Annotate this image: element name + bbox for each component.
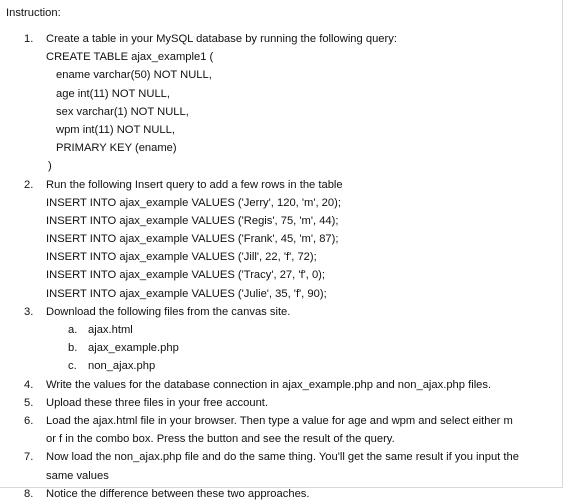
step-text: Upload these three files in your free account. — [46, 396, 269, 409]
insert-line — [0, 285, 560, 303]
step-6 — [0, 412, 560, 430]
file-letter: c. — [68, 360, 77, 373]
step-2 — [0, 176, 560, 194]
file-item — [0, 321, 560, 339]
insert-query: INSERT INTO ajax_example VALUES ('Julie', 35, 'f', 90); — [46, 287, 327, 300]
step-number: 1. — [24, 33, 34, 45]
step-text-line: or f in the combo box. Press the button and see the result of the query. — [46, 433, 395, 446]
sql-field-line — [0, 85, 560, 103]
file-name: ajax_example.php — [88, 342, 179, 355]
step-8 — [0, 485, 560, 503]
step-3 — [0, 303, 560, 321]
sql-field: age int(11) NOT NULL, — [56, 87, 170, 100]
sql-field-line — [0, 139, 560, 157]
sql-close-paren: ) — [48, 160, 52, 173]
step-text: Create a table in your MySQL database by running the following query: — [46, 33, 397, 45]
insert-line — [0, 230, 560, 248]
file-letter: a. — [68, 324, 78, 336]
step-5 — [0, 394, 560, 412]
insert-query: INSERT INTO ajax_example VALUES ('Jill', 22, 'f', 72); — [46, 251, 317, 264]
step-text: Notice the difference between these two approaches. — [46, 487, 310, 500]
step-1 — [0, 30, 560, 48]
sql-field-line — [0, 121, 560, 139]
step-number: 8. — [24, 487, 34, 500]
sql-field: sex varchar(1) NOT NULL, — [56, 105, 189, 118]
step-7-continued — [0, 467, 560, 485]
sql-field-line — [0, 103, 560, 121]
step-text: Write the values for the database connection in ajax_example.php and non_ajax.php files. — [46, 378, 492, 391]
step-number: 3. — [24, 305, 34, 318]
step-6-continued — [0, 430, 560, 448]
step-number: 4. — [24, 378, 34, 391]
sql-create-statement: CREATE TABLE ajax_example1 ( — [46, 51, 214, 64]
sql-close-line — [0, 157, 560, 175]
instruction-list — [0, 30, 560, 503]
file-item — [0, 357, 560, 375]
step-text-line: Now load the non_ajax.php file and do the same thing. You'll get the same result if you input the — [46, 451, 519, 464]
step-4 — [0, 376, 560, 394]
step-text-line: Load the ajax.html file in your browser. Then type a value for age and wpm and select either m — [46, 414, 513, 427]
step-text-line: same values — [46, 469, 109, 482]
step-number: 2. — [24, 178, 34, 191]
step-7 — [0, 448, 560, 466]
instruction-heading: Instruction: — [6, 7, 61, 19]
insert-query: INSERT INTO ajax_example VALUES ('Tracy', 27, 'f', 0); — [46, 269, 326, 282]
step-text: Download the following files from the canvas site. — [46, 305, 291, 318]
sql-field: ename varchar(50) NOT NULL, — [56, 69, 212, 82]
step-number: 6. — [24, 414, 34, 427]
insert-line — [0, 266, 560, 284]
step-number: 7. — [24, 451, 34, 464]
sql-field-line — [0, 66, 560, 84]
sql-create-line — [0, 48, 560, 66]
file-item — [0, 339, 560, 357]
sql-primary-key: PRIMARY KEY (ename) — [56, 142, 177, 155]
file-letter: b. — [68, 342, 78, 355]
insert-query: INSERT INTO ajax_example VALUES ('Frank', 45, 'm', 87); — [46, 233, 339, 246]
file-name: ajax.html — [88, 324, 133, 336]
step-text: Run the following Insert query to add a few rows in the table — [46, 178, 343, 191]
sql-field: wpm int(11) NOT NULL, — [56, 123, 175, 136]
insert-query: INSERT INTO ajax_example VALUES ('Regis', 75, 'm', 44); — [46, 214, 339, 227]
insert-line — [0, 212, 560, 230]
insert-query: INSERT INTO ajax_example VALUES ('Jerry', 120, 'm', 20); — [46, 196, 341, 209]
step-number: 5. — [24, 396, 34, 409]
file-name: non_ajax.php — [88, 360, 156, 373]
insert-line — [0, 194, 560, 212]
insert-line — [0, 248, 560, 266]
